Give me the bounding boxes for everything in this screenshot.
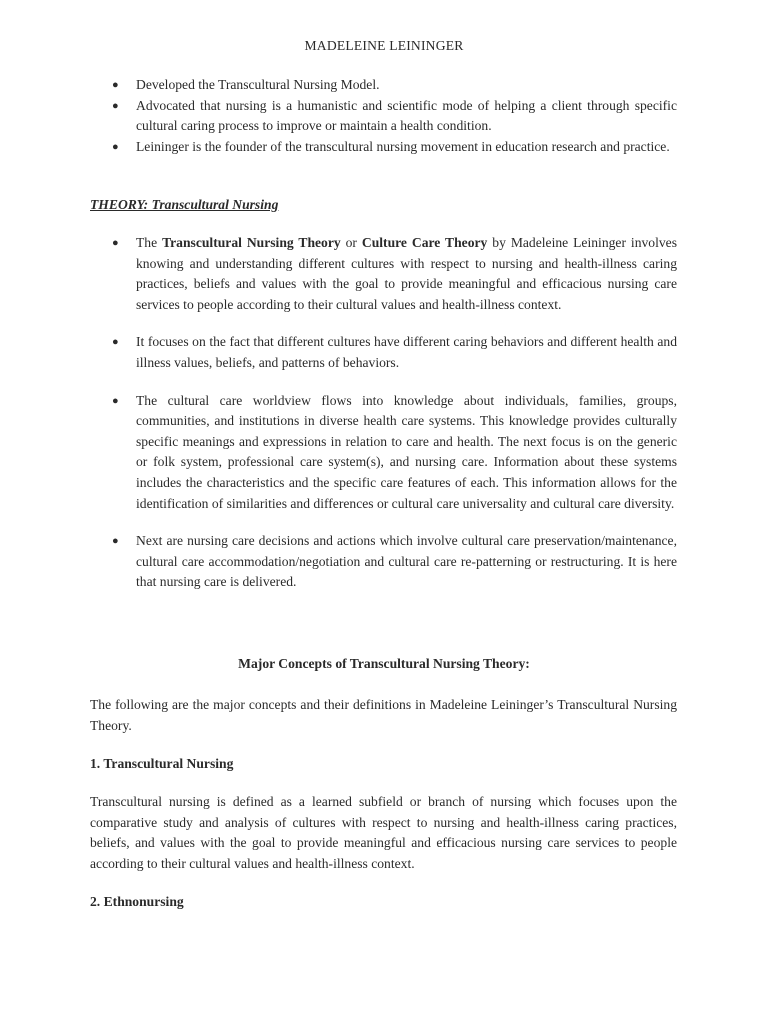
list-item xyxy=(0,75,768,96)
bullet-icon: ● xyxy=(112,99,119,112)
bullet-icon: ● xyxy=(112,336,119,349)
list-item xyxy=(0,332,768,373)
list-item xyxy=(0,96,768,137)
list-item-text: It focuses on the fact that different cultures have different caring behaviors and different health and illness values, beliefs, and patterns of behaviors. xyxy=(136,334,677,370)
concept-1-paragraph: Transcultural nursing is defined as a learned subfield or branch of nursing which focuses upon the comparative study and analysis of cultures with respect to nursing and health-illness caring practices, beliefs, and values with the goal to provide meaningful and efficacious nursing care services to people according to their cultural values and health-illness context. xyxy=(90,794,677,871)
list-item-text: Leininger is the founder of the transcultural nursing movement in education research and practice. xyxy=(136,138,670,154)
concepts-intro-paragraph: The following are the major concepts and their definitions in Madeleine Leininger’s Transcultural Nursing Theory. xyxy=(90,697,677,733)
list-item xyxy=(0,137,768,158)
theory-heading: THEORY: Transcultural Nursing xyxy=(90,197,279,212)
concept-1-heading: 1. Transcultural Nursing xyxy=(90,756,234,771)
bullet-icon: ● xyxy=(112,237,119,249)
bullet-icon: ● xyxy=(112,79,119,91)
concept-2-heading: 2. Ethnonursing xyxy=(90,894,184,909)
concepts-heading: Major Concepts of Transcultural Nursing Theory: xyxy=(238,656,530,671)
bullet-icon: ● xyxy=(112,140,119,153)
list-item-text: The Transcultural Nursing Theory or Culture Care Theory by Madeleine Leininger involves knowing and understanding different cultures with respect to nursing and health-illness caring practices, beliefs and values with the goal to provide meaningful and efficacious nursing care services to people according to their cultural values and health-illness context. xyxy=(136,235,677,312)
intro-bullet-list xyxy=(0,75,768,157)
list-item xyxy=(0,531,768,593)
list-item xyxy=(0,233,768,315)
theory-alt-name-bold: Culture Care Theory xyxy=(361,235,488,250)
list-item-text: Developed the Transcultural Nursing Model. xyxy=(136,77,380,92)
bullet-icon: ● xyxy=(112,394,119,407)
document-title: MADELEINE LEININGER xyxy=(304,38,464,53)
theory-bullet-list xyxy=(0,233,768,593)
theory-name-bold: Transcultural Nursing Theory xyxy=(162,235,341,250)
list-item xyxy=(0,391,768,515)
list-item-text: Advocated that nursing is a humanistic and scientific mode of helping a client through specific cultural caring process to improve or maintain a health condition. xyxy=(136,97,677,134)
list-item-text: Next are nursing care decisions and actions which involve cultural care preservation/maintenance, cultural care accommodation/negotiation and cultural care re-patterning or restructuring. It is here that nursing care is delivered. xyxy=(136,533,677,590)
list-item-text: The cultural care worldview flows into knowledge about individuals, families, groups, communities, and institutions in diverse health care systems. This knowledge provides culturally specific meanings and expressions in relation to care and health. The next focus is on the generic or folk system, professional care system(s), and nursing care. Information about these systems includes the characteristics and the specific care features of each. This information allows for the identification of similarities and differences or cultural care universality and cultural care diversity. xyxy=(136,392,677,511)
bullet-icon: ● xyxy=(112,535,119,548)
